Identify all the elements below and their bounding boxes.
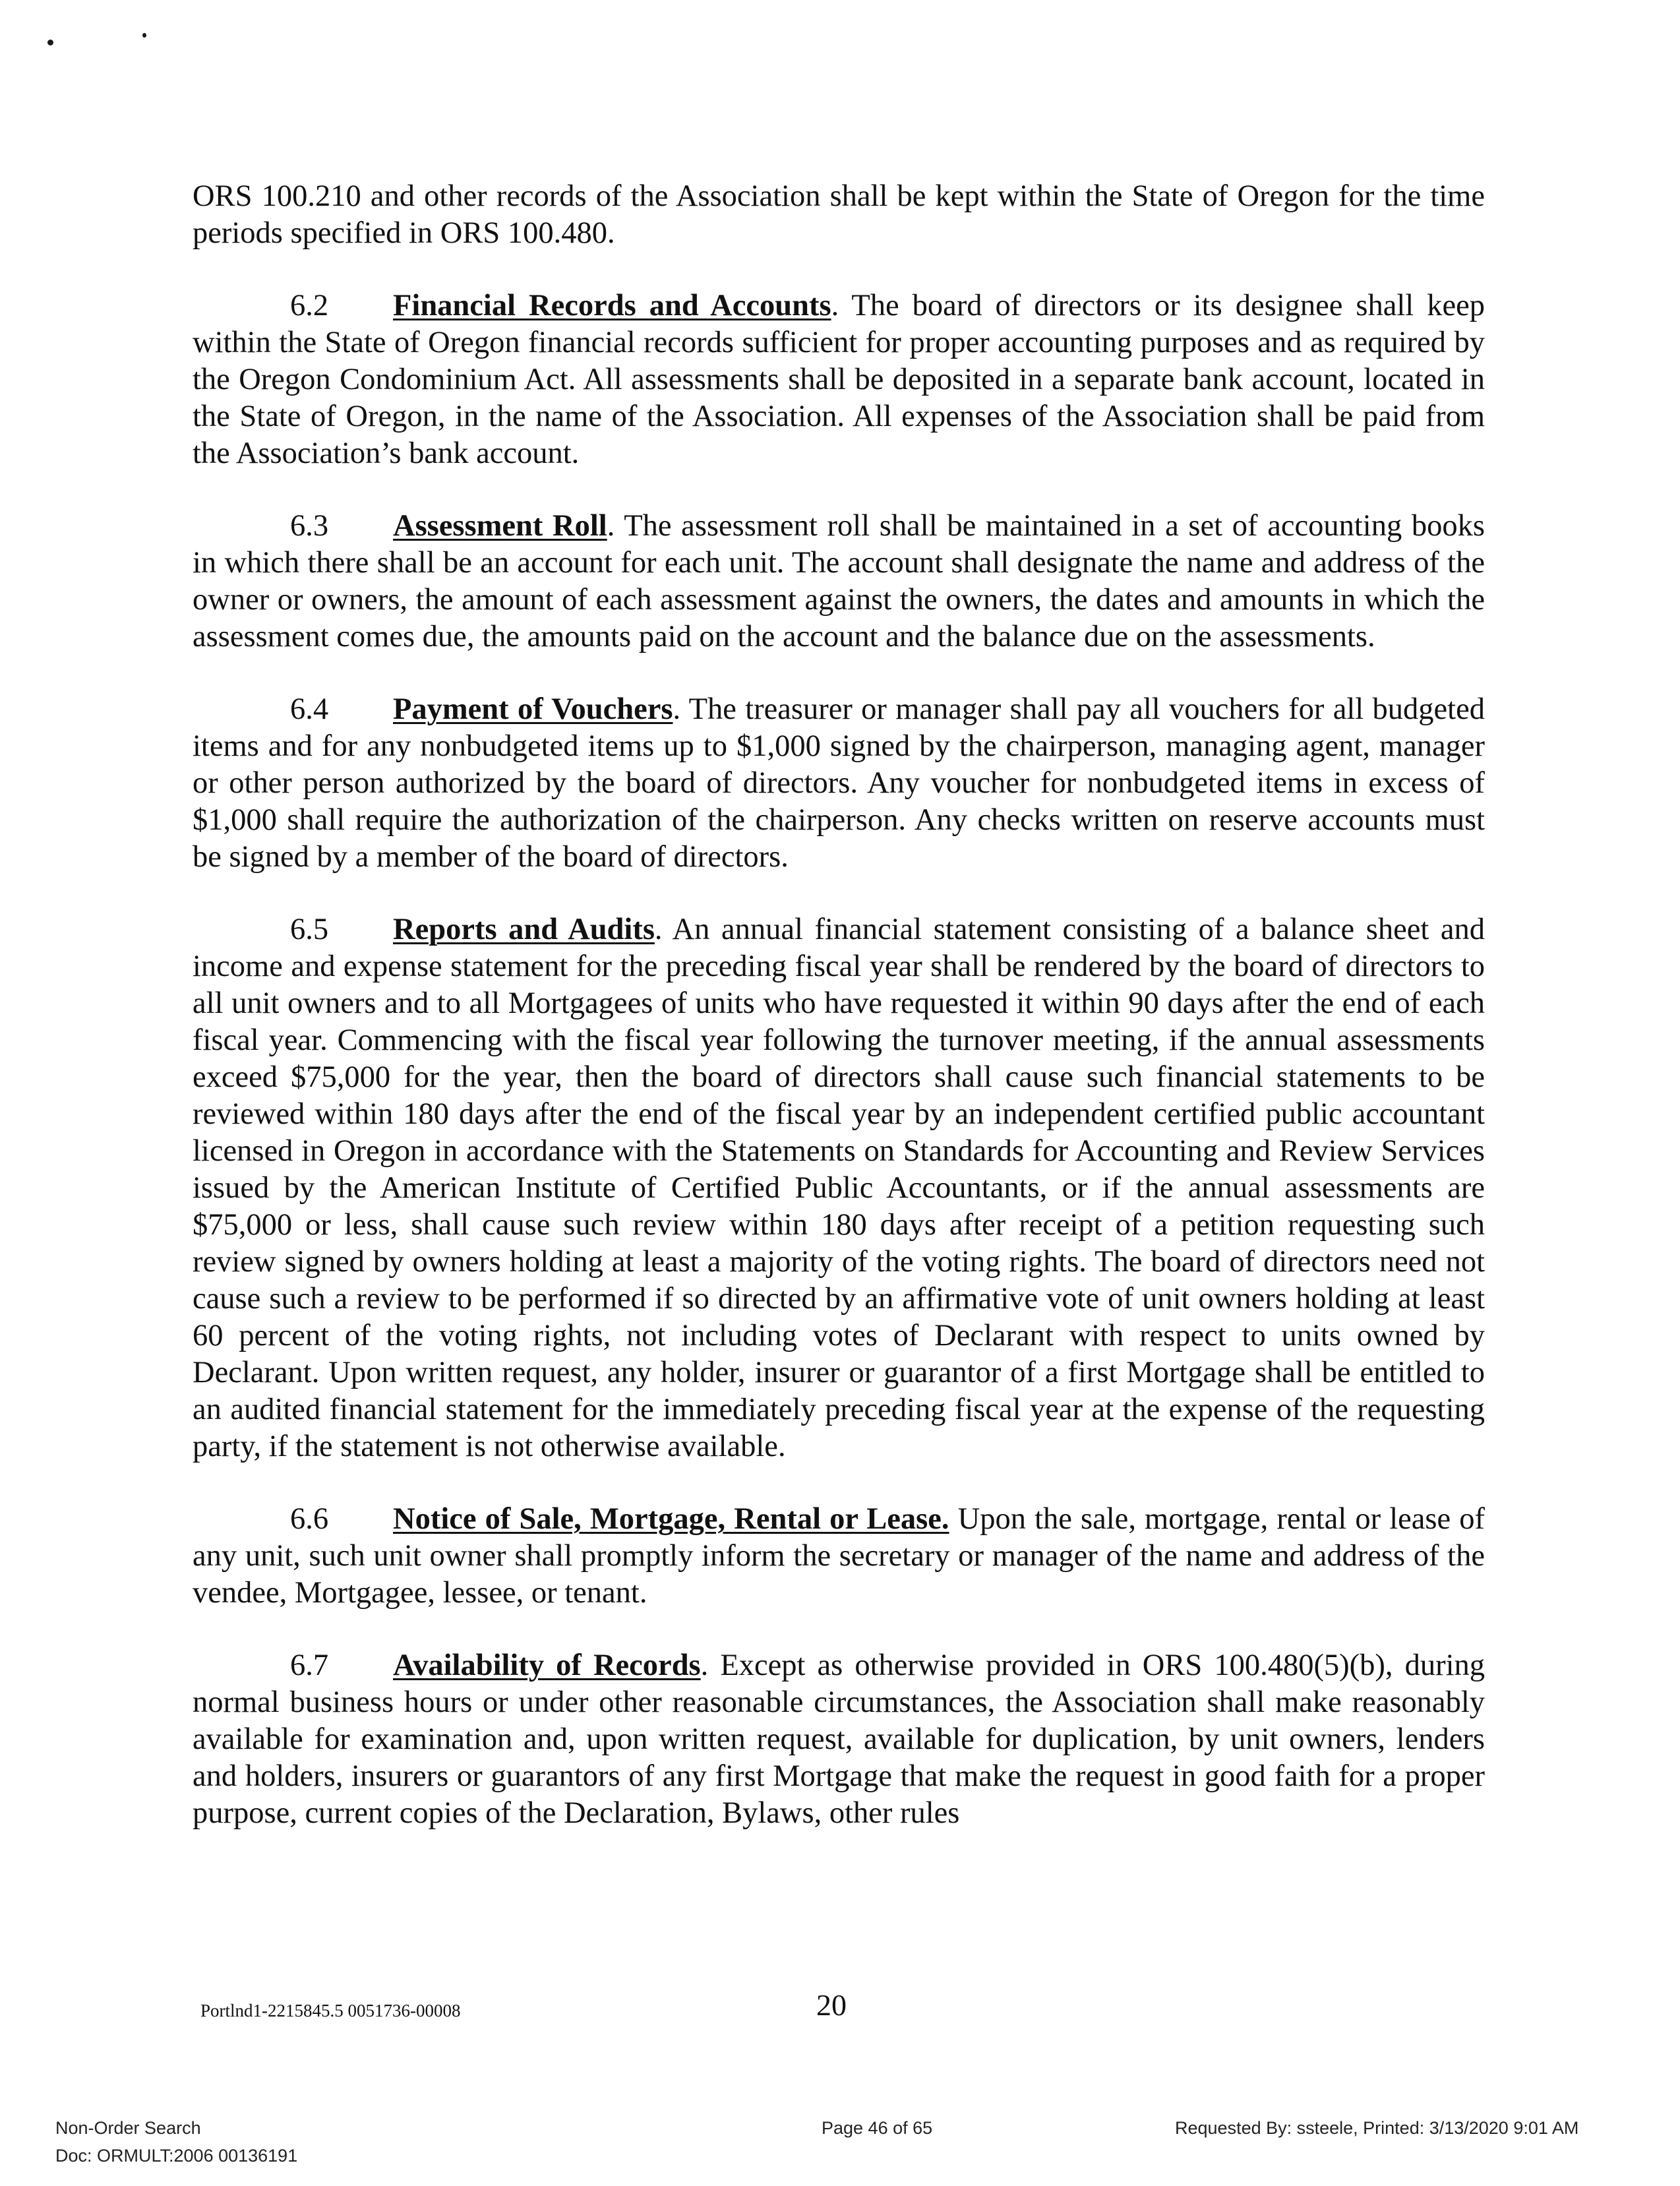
section-6-7 [193,1647,1485,1832]
section-number: 6.7 [290,1649,329,1682]
section-title: Reports and Audits [393,913,655,946]
scan-speck [142,33,146,38]
section-body: The treasurer or manager shall pay all vouchers for all budgeted items and for any nonbudgeted items up to $1,000 signed by the chairperson, managing agent, manager or other person authorized by the board of directors. Any voucher for nonbudgeted items in excess of $1,000 shall require the authorization of the chairperson. Any checks written on reserve accounts must be signed by a member of the board of directors. [193,692,1485,874]
scan-speck [47,40,53,46]
section-title: Availability of Records [393,1649,701,1682]
section-body: Upon the sale, mortgage, rental or lease of any unit, such unit owner shall promptly inform the secretary or manager of the name and address of the vendee, Mortgagee, lessee, or tenant. [193,1502,1485,1610]
section-body: An annual financial statement consisting of a balance sheet and income and expense statement for the preceding fiscal year shall be rendered by the board of directors to all unit owners and to all Mortgagees of units who have requested it within 90 days after the end of each fiscal year. Commencing with the fiscal year following the turnover meeting, if the annual assessments exceed $75,000 for the year, then the board of directors shall cause such financial statements to be reviewed within 180 days after the end of the fiscal year by an independent certified public accountant licensed in Oregon in accordance with the Statements on Standards for Accounting and Review Services issued by the American Institute of Certified Public Accountants, or if the annual assessments are $75,000 or less, shall cause such review within 180 days after receipt of a petition requesting such review signed by owners holding at least a majority of the voting rights. The board of directors need not cause such a review to be performed if so directed by an affirmative vote of unit owners holding at least 60 percent of the voting rights, not including votes of Declarant with respect to units owned by Declarant. Upon written request, any holder, insurer or guarantor of a first Mortgage shall be entitled to an audited financial statement for the immediately preceding fiscal year at the expense of the requesting party, if the statement is not otherwise available. [193,913,1485,1463]
section-number: 6.3 [290,509,329,543]
section-number: 6.2 [290,289,329,322]
requested-by-info: Requested By: ssteele, Printed: 3/13/2020 9:01 AM [1175,2118,1579,2138]
section-title: Notice of Sale, Mortgage, Rental or Lease. [393,1502,949,1536]
section-number: 6.4 [290,692,329,726]
section-body: The assessment roll shall be maintained in a set of accounting books in which there shall be an account for each unit. The account shall designate the name and address of the owner or owners, the amount of each assessment against the owners, the dates and amounts in which the assessment comes due, the amounts paid on the account and the balance due on the assessments. [193,509,1485,653]
page-indicator: Page 46 of 65 [822,2118,933,2138]
document-id-footer: Portlnd1-2215845.5 0051736-00008 [200,2001,461,2020]
document-body [193,178,1485,1867]
section-6-2 [193,288,1485,472]
intro-paragraph: ORS 100.210 and other records of the Association shall be kept within the State of Oregon for the time periods specified in ORS 100.480. [193,179,1485,250]
doc-reference: Doc: ORMULT:2006 00136191 [55,2146,298,2166]
section-title: Assessment Roll [393,509,607,543]
section-body: The board of directors or its designee shall keep within the State of Oregon financial records sufficient for proper accounting purposes and as required by the Oregon Condominium Act. All assessments shall be deposited in a separate bank account, located in the State of Oregon, in the name of the Association. All expenses of the Association shall be paid from the Association’s bank account. [193,289,1485,470]
section-body: Except as otherwise provided in ORS 100.480(5)(b), during normal business hours or under other reasonable circumstances, the Association shall make reasonably available for examination and, upon written request, available for duplication, by unit owners, lenders and holders, insurers or guarantors of any first Mortgage that make the request in good faith for a proper purpose, current copies of the Declaration, Bylaws, other rules [193,1649,1485,1830]
section-number: 6.5 [290,913,329,946]
section-6-3 [193,508,1485,655]
section-title: Financial Records and Accounts [393,289,831,322]
title-punctuation: . [607,509,615,543]
title-punctuation: . [654,913,663,946]
title-punctuation: . [831,289,839,322]
section-6-4 [193,691,1485,876]
section-number: 6.6 [290,1502,329,1536]
page-number: 20 [816,1988,847,2022]
section-6-6 [193,1501,1485,1612]
search-type-label: Non-Order Search [55,2118,201,2138]
title-punctuation: . [700,1649,709,1682]
title-punctuation: . [673,692,681,726]
section-title: Payment of Vouchers [393,692,673,726]
section-6-5 [193,911,1485,1465]
